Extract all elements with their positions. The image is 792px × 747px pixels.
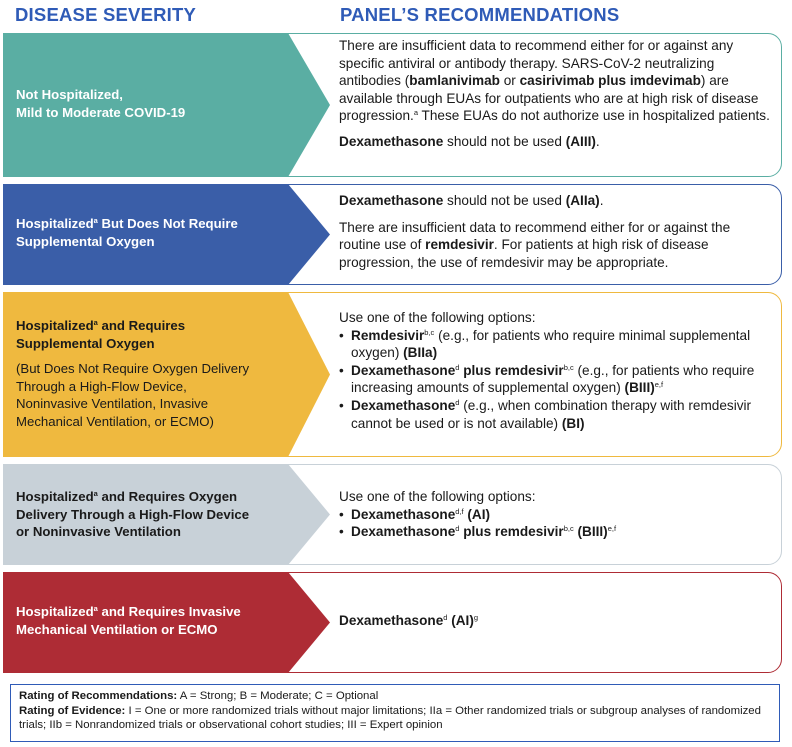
options-list — [339, 506, 770, 541]
recommendation-text — [339, 612, 770, 630]
option-item: • Dexamethasone$^{d,f}$ (AI) — [339, 506, 770, 524]
recommendation-text — [339, 192, 770, 271]
row-hospitalized-no-oxygen — [3, 184, 782, 285]
severity-label: Hospitalized$^a$ and Requires Invasive Mechanical Ventilation or ECMO — [16, 604, 241, 637]
row-high-flow-oxygen — [3, 464, 782, 565]
option-item: • Dexamethasone$^d$ plus remdesivir$^{b,c}$ (e.g., for patients who require increasing amounts of supplemental oxygen) (BIII)$^{e,f}$ — [339, 362, 770, 397]
severity-label: Hospitalized$^a$ and Requires Oxygen Delivery Through a High-Flow Device or Noninvasive Ventilation — [16, 489, 250, 540]
severity-label: Hospitalized$^a$ and Requires Supplemental Oxygen (But Does Not Require Oxygen Delivery Through a High-Flow Device, Noninvasive Ventilation, Invasive Mechanical Ventilation, or ECMO) — [16, 318, 250, 429]
options-intro: Use one of the following options: — [339, 489, 536, 504]
severity-label: Hospitalized$^a$ But Does Not Require Supplemental Oxygen — [16, 216, 238, 249]
evidence-rating-key: Rating of Evidence: I = One or more randomized trials without major limitations; IIa = Other randomized trials or subgroup analyses of randomized trials; IIb = Nonrandomized trials or observational cohort studies; III = Expert opinion — [19, 704, 761, 732]
recommendation-rating-key: Rating of Recommendations: A = Strong; B = Moderate; C = Optional — [19, 690, 379, 702]
recommendation-paragraph: Dexamethasone$^d$ (AI)$^g$ — [339, 613, 479, 628]
option-item: • Dexamethasone$^d$ plus remdesivir$^{b,c}$ (BIII)$^{e,f}$ — [339, 523, 770, 541]
rating-legend — [10, 684, 780, 742]
severity-label: Not Hospitalized, Mild to Moderate COVID-19 — [16, 87, 186, 120]
recommendation-paragraph: There are insufficient data to recommend either for or against the routine use of remdesivir. For patients at high risk of disease progression, the use of remdesivir may be appropriate. — [339, 219, 731, 270]
severity-column-header: DISEASE SEVERITY — [15, 4, 197, 25]
option-item: • Remdesivir$^{b,c}$ (e.g., for patients who require minimal supplemental oxygen) (BIIa) — [339, 327, 770, 362]
severity-sublabel: (But Does Not Require Oxygen Delivery Through a High-Flow Device, Noninvasive Ventilation, Invasive Mechanical Ventilation, or ECMO) — [16, 361, 250, 429]
row-hospitalized-supplemental-oxygen — [3, 292, 782, 457]
recommendation-text — [339, 309, 770, 432]
options-intro: Use one of the following options: — [339, 310, 536, 325]
recommendation-paragraph: There are insufficient data to recommend either for or against any specific antiviral or antibody therapy. SARS-CoV-2 neutralizing antibodies (bamlanivimab or casirivimab plus imdevimab) are available through EUAs for outpatients who are at high risk of disease progression.$^a$ These EUAs do not authorize use in hospitalized patients. — [339, 38, 770, 124]
options-list — [339, 327, 770, 433]
option-item: • Dexamethasone$^d$ (e.g., when combination therapy with remdesivir cannot be used or is not available) (BI) — [339, 397, 770, 432]
recommendation-text — [339, 488, 770, 541]
row-not-hospitalized — [3, 33, 782, 177]
recommendation-paragraph: Dexamethasone should not be used (AIII). — [339, 133, 600, 149]
recommendation-text — [339, 37, 770, 151]
recommendation-paragraph: Dexamethasone should not be used (AIIa). — [339, 193, 604, 208]
recommendations-column-header: PANEL’S RECOMMENDATIONS — [340, 4, 620, 25]
row-invasive-ventilation — [3, 572, 782, 673]
